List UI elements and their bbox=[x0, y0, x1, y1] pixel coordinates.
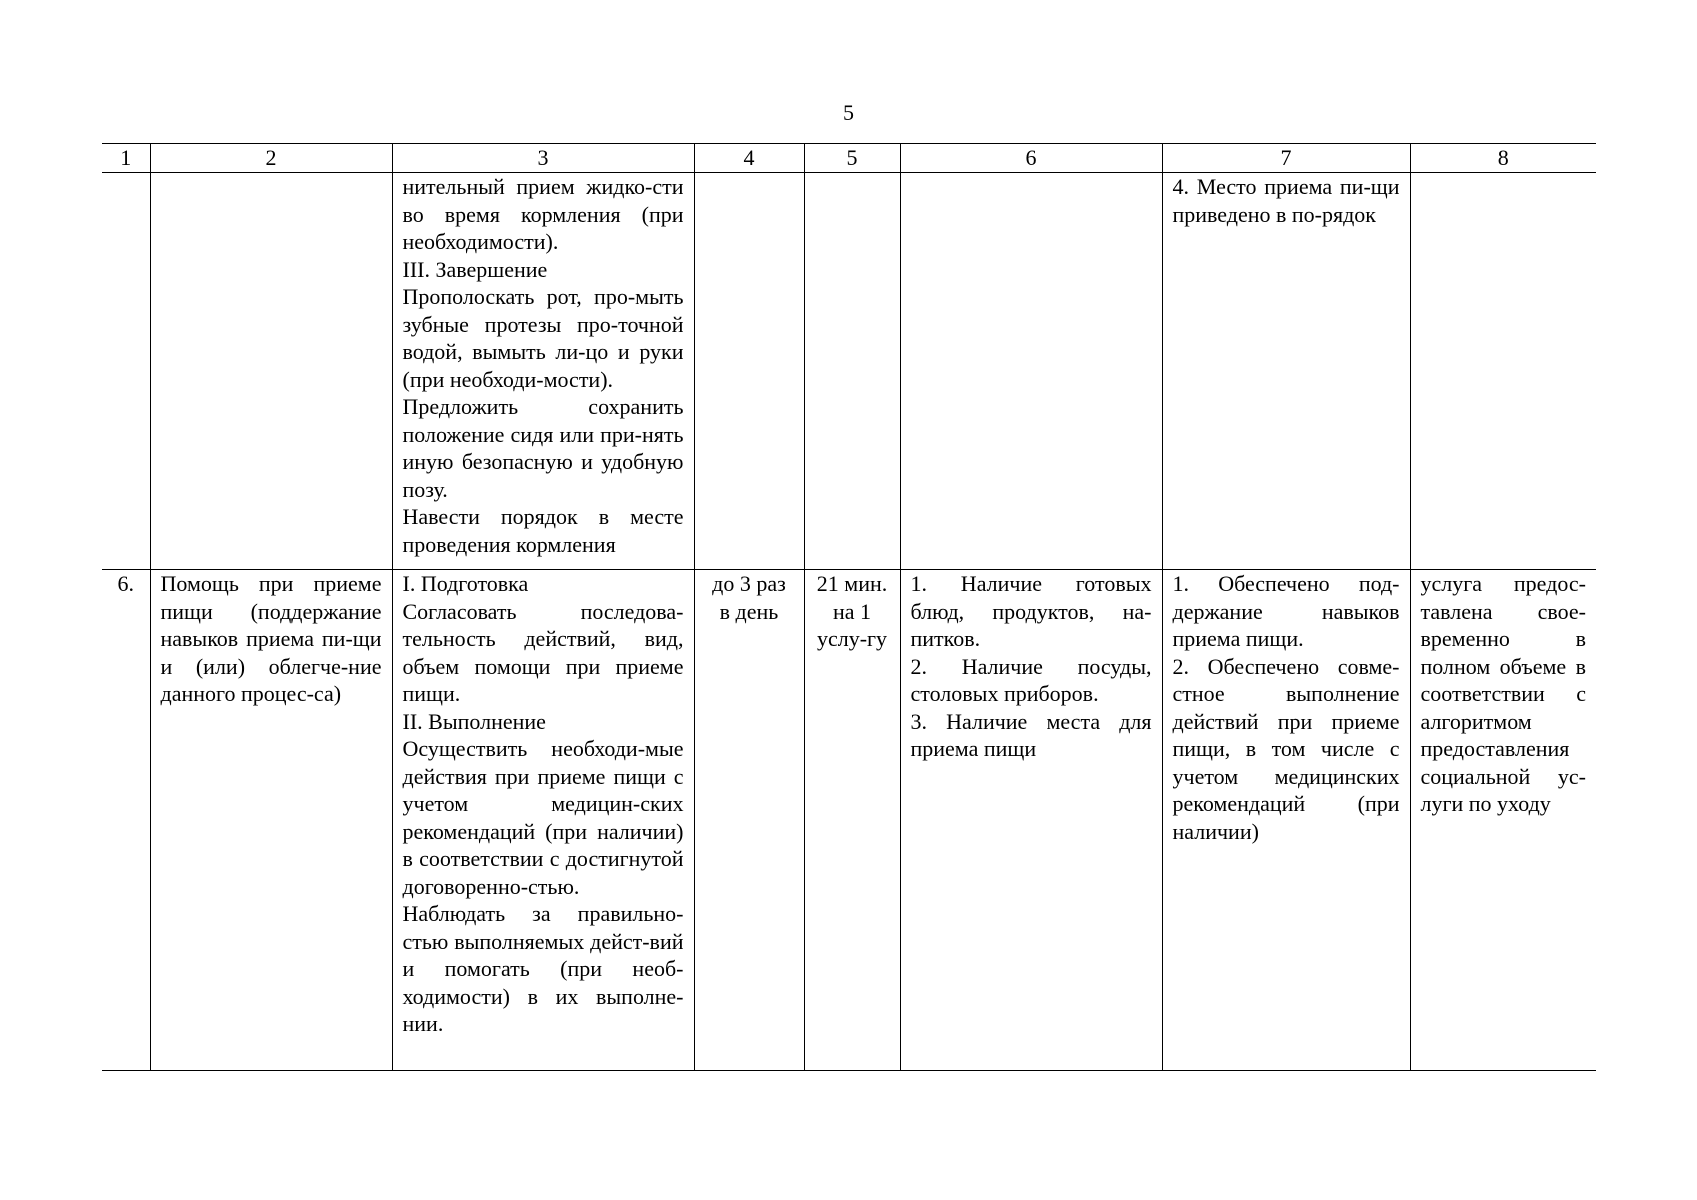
procedure-cell bbox=[392, 570, 694, 1071]
service-name: Помощь при приеме пищи (поддержание навыков приема пи-щи и (или) облегче-ние данного процес-са) bbox=[160, 571, 382, 706]
table-row-6 bbox=[102, 570, 1596, 1071]
row-number-cell: 6. bbox=[102, 570, 150, 1071]
condition-item: 1. Наличие готовых блюд, продуктов, на-питков. bbox=[910, 571, 1152, 651]
column-header: 4 bbox=[694, 144, 804, 173]
result-text: 4. Место приема пи-щи приведено в по-рядок bbox=[1172, 174, 1400, 227]
conditions-cell bbox=[900, 570, 1162, 1071]
procedure-stage: II. Выполнение bbox=[402, 708, 546, 734]
condition-item: 3. Наличие места для приема пищи bbox=[910, 708, 1152, 761]
procedure-text: Прополоскать рот, про-мыть зубные протезы про-точной водой, вымыть ли-цо и руки (при необходи-мости). bbox=[402, 284, 684, 392]
procedure-text: нительный прием жидко-сти во время кормления (при необходимости). bbox=[402, 174, 684, 254]
procedure-text: Осуществить необходи-мые действия при приеме пищи с учетом медицин-ских рекомендаций (при наличии) в соответствии с достигнутой договоренно-стью. bbox=[402, 736, 684, 899]
result-item: 2. Обеспечено совме-стное выполнение действий при приеме пищи, в том числе с учетом медицинских рекомендаций (при наличии) bbox=[1172, 653, 1400, 844]
table-cell bbox=[102, 173, 150, 570]
column-header: 8 bbox=[1410, 144, 1596, 173]
column-header: 5 bbox=[804, 144, 900, 173]
table-header-row bbox=[102, 144, 1596, 173]
table-cell bbox=[900, 173, 1162, 570]
services-table bbox=[102, 143, 1596, 1071]
quality-cell: услуга предос-тавлена свое-временно в полном объеме в соответствии с алгоритмом предоставления социальной ус-луги по уходу bbox=[1410, 570, 1596, 1071]
column-header: 6 bbox=[900, 144, 1162, 173]
result-cell bbox=[1162, 173, 1410, 570]
procedure-text: Навести порядок в месте проведения кормления bbox=[402, 504, 684, 557]
procedure-cell bbox=[392, 173, 694, 570]
table-cell bbox=[1410, 173, 1596, 570]
column-header: 1 bbox=[102, 144, 150, 173]
service-name-cell bbox=[150, 570, 392, 1071]
column-header: 2 bbox=[150, 144, 392, 173]
procedure-text: Наблюдать за правильно-стью выполняемых дейст-вий и помогать (при необ-ходимости) в их выполне-нии. bbox=[402, 901, 684, 1036]
table-cell bbox=[150, 173, 392, 570]
procedure-stage: I. Подготовка bbox=[402, 571, 529, 596]
condition-item: 2. Наличие посуды, столовых приборов. bbox=[910, 653, 1152, 706]
column-header: 3 bbox=[392, 144, 694, 173]
column-header: 7 bbox=[1162, 144, 1410, 173]
result-item: 1. Обеспечено под-держание навыков приема пищи. bbox=[1172, 571, 1400, 651]
procedure-stage: III. Завершение bbox=[402, 256, 548, 282]
table-row-continuation bbox=[102, 173, 1596, 570]
page-number: 5 bbox=[843, 100, 854, 125]
table-cell bbox=[694, 173, 804, 570]
procedure-text: Согласовать последова-тельность действий, вид, объем помощи при приеме пищи. bbox=[402, 598, 684, 706]
frequency-cell: до 3 раз в день bbox=[694, 570, 804, 1071]
result-cell bbox=[1162, 570, 1410, 1071]
duration-cell: 21 мин. на 1 услу-гу bbox=[804, 570, 900, 1071]
table-cell bbox=[804, 173, 900, 570]
procedure-text: Предложить сохранить положение сидя или при-нять иную безопасную и удобную позу. bbox=[402, 394, 684, 502]
